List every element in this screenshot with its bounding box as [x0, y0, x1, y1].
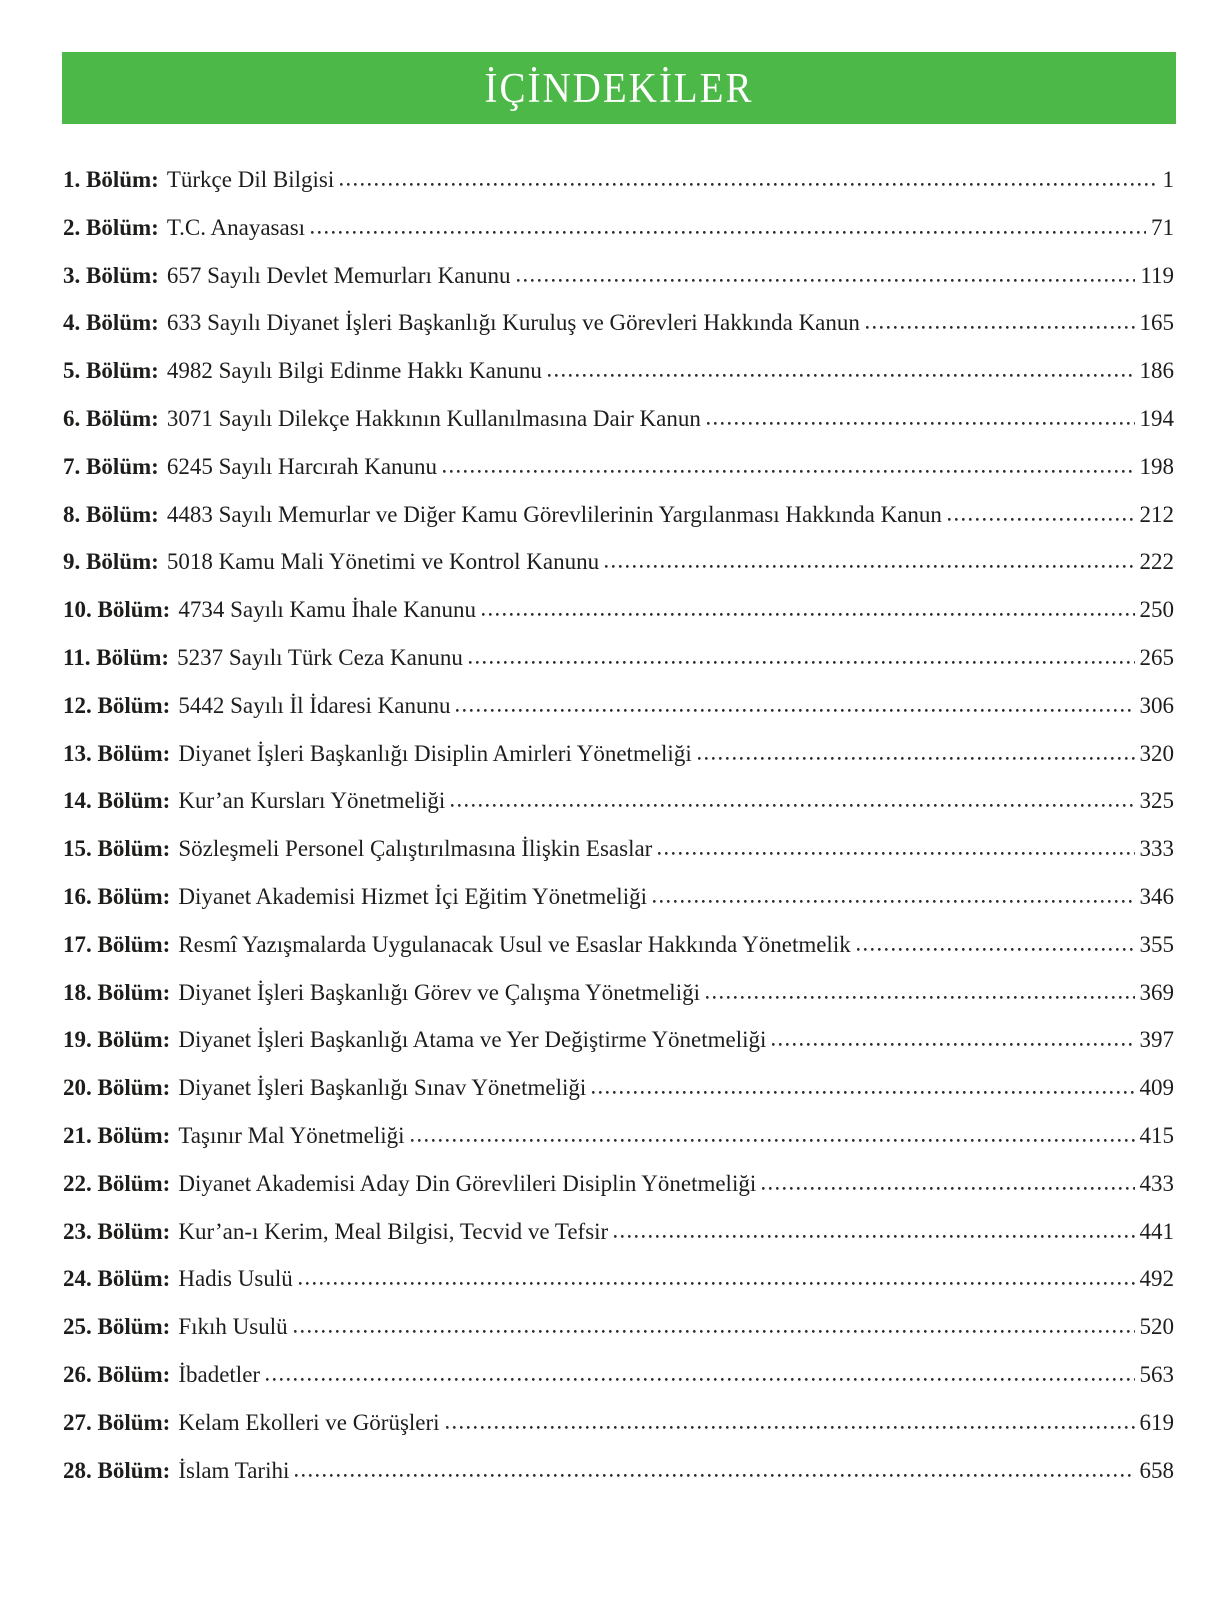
- toc-entry-number: 3. Bölüm:: [63, 262, 159, 288]
- toc-entry-label: [63, 1170, 756, 1197]
- toc-entry-number: 13. Bölüm:: [63, 740, 171, 766]
- toc-page-number: 198: [1139, 453, 1174, 479]
- toc-entry-title: T.C. Anayasası: [166, 214, 306, 240]
- toc-entry-number: 1. Bölüm:: [63, 167, 159, 192]
- toc-entry: [63, 787, 1174, 814]
- toc-entry-title: 5018 Kamu Mali Yönetimi ve Kontrol Kanunu: [166, 549, 600, 575]
- toc-leader-dots: [614, 1234, 1134, 1239]
- toc-entry-number: 8. Bölüm:: [63, 501, 159, 527]
- toc-entry-title: Diyanet Akademisi Hizmet İçi Eğitim Yönetmeliği: [178, 883, 647, 909]
- toc-entry: [63, 883, 1174, 910]
- toc-entry-number: 20. Bölüm:: [63, 1075, 171, 1101]
- toc-entry-number: 23. Bölüm:: [63, 1218, 171, 1244]
- toc-entry: [63, 166, 1174, 193]
- toc-entry-label: [63, 883, 647, 910]
- toc-page-number: 306: [1139, 692, 1174, 718]
- toc-entry-label: [63, 309, 860, 336]
- toc-entry-number: 19. Bölüm:: [63, 1027, 171, 1053]
- toc-entry-number: 9. Bölüm:: [63, 549, 159, 575]
- toc-page-number: 119: [1140, 262, 1174, 288]
- toc-entry-number: 21. Bölüm:: [63, 1122, 171, 1148]
- toc-entry: [63, 692, 1174, 719]
- toc-entry: [63, 1361, 1174, 1388]
- toc-entry-title: Resmî Yazışmalarda Uygulanacak Usul ve Esaslar Hakkında Yönetmelik: [178, 931, 851, 957]
- toc-entry-number: 28. Bölüm:: [63, 1457, 171, 1483]
- toc-list: [63, 124, 1174, 1484]
- toc-entry: [63, 1457, 1174, 1484]
- toc-entry-label: [63, 644, 463, 671]
- toc-page-number: 409: [1139, 1075, 1174, 1101]
- toc-entry-number: 18. Bölüm:: [63, 979, 171, 1005]
- toc-entry-title: 657 Sayılı Devlet Memurları Kanunu: [166, 262, 511, 288]
- toc-entry-label: [63, 740, 692, 767]
- toc-page-number: 186: [1139, 358, 1174, 384]
- toc-page-number: 325: [1139, 788, 1174, 814]
- toc-entry-title: Hadis Usulü: [178, 1266, 293, 1292]
- toc-entry: [63, 309, 1174, 336]
- toc-entry-title: İbadetler: [178, 1361, 261, 1387]
- toc-entry: [63, 405, 1174, 432]
- toc-leader-dots: [299, 1281, 1135, 1286]
- toc-page-number: 212: [1139, 501, 1174, 527]
- toc-page-number: 320: [1139, 740, 1174, 766]
- toc-page-number: 415: [1139, 1122, 1174, 1148]
- toc-entry-label: [63, 1409, 440, 1436]
- toc-entry-title: 4483 Sayılı Memurlar ve Diğer Kamu Görevlilerinin Yargılanması Hakkında Kanun: [166, 501, 942, 527]
- toc-page-number: 355: [1139, 931, 1174, 957]
- toc-entry-title: Diyanet İşleri Başkanlığı Görev ve Çalışma Yönetmeliği: [178, 979, 700, 1005]
- toc-leader-dots: [340, 182, 1157, 187]
- toc-entry: [63, 453, 1174, 480]
- toc-entry: [63, 548, 1174, 575]
- toc-entry: [63, 1409, 1174, 1436]
- toc-leader-dots: [451, 803, 1134, 808]
- toc-entry-title: Kur’an-ı Kerim, Meal Bilgisi, Tecvid ve Tefsir: [178, 1218, 609, 1244]
- toc-entry-label: [63, 1361, 260, 1388]
- toc-entry-label: [63, 453, 437, 480]
- toc-leader-dots: [948, 517, 1135, 522]
- toc-leader-dots: [266, 1377, 1134, 1382]
- toc-entry-label: [63, 979, 700, 1006]
- page-title: İÇİNDEKİLER: [484, 64, 754, 112]
- toc-entry-label: [63, 787, 445, 814]
- toc-page-number: 619: [1139, 1409, 1174, 1435]
- toc-entry-label: [63, 214, 305, 241]
- toc-entry-number: 2. Bölüm:: [63, 214, 159, 240]
- toc-leader-dots: [446, 1425, 1135, 1430]
- toc-page-number: 397: [1139, 1027, 1174, 1053]
- toc-entry-title: 5442 Sayılı İl İdaresi Kanunu: [178, 692, 451, 718]
- toc-entry-title: Diyanet İşleri Başkanlığı Atama ve Yer Değiştirme Yönetmeliği: [178, 1027, 767, 1053]
- toc-entry: [63, 835, 1174, 862]
- toc-leader-dots: [866, 325, 1135, 330]
- toc-entry: [63, 214, 1174, 241]
- toc-page-number: 333: [1139, 836, 1174, 862]
- toc-entry-label: [63, 1026, 766, 1053]
- toc-entry-number: 4. Bölüm:: [63, 310, 159, 336]
- toc-page-number: 433: [1139, 1170, 1174, 1196]
- toc-entry-number: 7. Bölüm:: [63, 453, 159, 479]
- toc-page-number: 165: [1139, 310, 1174, 336]
- toc-entry-title: İslam Tarihi: [178, 1457, 290, 1483]
- toc-leader-dots: [592, 1090, 1134, 1095]
- toc-entry: [63, 596, 1174, 623]
- toc-leader-dots: [294, 1329, 1135, 1334]
- toc-leader-dots: [707, 421, 1135, 426]
- toc-entry: [63, 1313, 1174, 1340]
- toc-page-number: 658: [1139, 1457, 1174, 1483]
- toc-entry-label: [63, 1457, 289, 1484]
- toc-entry: [63, 262, 1174, 289]
- toc-entry-title: 5237 Sayılı Türk Ceza Kanunu: [177, 644, 463, 670]
- toc-page-number: 369: [1139, 979, 1174, 1005]
- toc-entry: [63, 1122, 1174, 1149]
- toc-entry-label: [63, 931, 851, 958]
- toc-entry-number: 17. Bölüm:: [63, 931, 171, 957]
- toc-page-number: 222: [1139, 549, 1174, 575]
- toc-entry-title: Kelam Ekolleri ve Görüşleri: [178, 1409, 440, 1435]
- toc-entry-label: [63, 405, 701, 432]
- toc-entry-label: [63, 357, 542, 384]
- toc-leader-dots: [456, 708, 1134, 713]
- toc-entry-label: [63, 1313, 288, 1340]
- toc-leader-dots: [706, 995, 1135, 1000]
- toc-entry-number: 25. Bölüm:: [63, 1314, 171, 1340]
- toc-page-number: 441: [1139, 1218, 1174, 1244]
- toc-entry-label: [63, 262, 511, 289]
- toc-entry-title: Sözleşmeli Personel Çalıştırılmasına İlişkin Esaslar: [178, 836, 653, 862]
- toc-entry-title: Fıkıh Usulü: [178, 1314, 288, 1340]
- toc-entry-title: 4734 Sayılı Kamu İhale Kanunu: [178, 597, 477, 623]
- toc-entry-number: 16. Bölüm:: [63, 883, 171, 909]
- toc-entry: [63, 644, 1174, 671]
- toc-leader-dots: [857, 947, 1135, 952]
- toc-entry-number: 6. Bölüm:: [63, 405, 159, 431]
- toc-leader-dots: [605, 564, 1134, 569]
- toc-leader-dots: [653, 899, 1135, 904]
- toc-entry: [63, 1218, 1174, 1245]
- toc-page-number: 563: [1139, 1361, 1174, 1387]
- toc-entry-label: [63, 166, 334, 193]
- toc-leader-dots: [295, 1473, 1134, 1478]
- toc-entry-number: 24. Bölüm:: [63, 1266, 171, 1292]
- toc-leader-dots: [772, 1042, 1134, 1047]
- toc-page-number: 194: [1139, 405, 1174, 431]
- toc-entry: [63, 979, 1174, 1006]
- toc-leader-dots: [443, 469, 1134, 474]
- toc-entry-number: 15. Bölüm:: [63, 836, 171, 862]
- toc-entry-number: 5. Bölüm:: [63, 358, 159, 384]
- toc-page-number: 520: [1139, 1314, 1174, 1340]
- toc-entry-label: [63, 548, 599, 575]
- toc-leader-dots: [698, 756, 1135, 761]
- toc-entry: [63, 1265, 1174, 1292]
- toc-entry-number: 10. Bölüm:: [63, 597, 171, 623]
- toc-page-number: 492: [1139, 1266, 1174, 1292]
- toc-entry: [63, 931, 1174, 958]
- toc-entry-label: [63, 835, 652, 862]
- toc-entry-number: 12. Bölüm:: [63, 692, 171, 718]
- toc-page-number: 265: [1139, 644, 1174, 670]
- toc-entry: [63, 357, 1174, 384]
- toc-entry-label: [63, 596, 476, 623]
- toc-entry-title: Kur’an Kursları Yönetmeliği: [178, 788, 446, 814]
- toc-entry-label: [63, 1265, 293, 1292]
- toc-entry-label: [63, 692, 450, 719]
- toc-leader-dots: [658, 851, 1134, 856]
- toc-entry-title: Diyanet İşleri Başkanlığı Disiplin Amirleri Yönetmeliği: [178, 740, 692, 766]
- toc-entry-number: 22. Bölüm:: [63, 1170, 171, 1196]
- toc-entry-title: Diyanet Akademisi Aday Din Görevlileri Disiplin Yönetmeliği: [178, 1170, 757, 1196]
- toc-page-number: 250: [1139, 597, 1174, 623]
- toc-leader-dots: [517, 278, 1136, 283]
- toc-entry: [63, 501, 1174, 528]
- toc-entry: [63, 740, 1174, 767]
- toc-entry-title: 4982 Sayılı Bilgi Edinme Hakkı Kanunu: [166, 358, 542, 384]
- toc-leader-dots: [548, 373, 1135, 378]
- toc-entry-title: 6245 Sayılı Harcırah Kanunu: [166, 453, 438, 479]
- toc-entry: [63, 1026, 1174, 1053]
- toc-entry-title: Türkçe Dil Bilgisi: [166, 167, 335, 192]
- toc-leader-dots: [311, 230, 1146, 235]
- toc-leader-dots: [482, 612, 1134, 617]
- toc-entry: [63, 1170, 1174, 1197]
- toc-entry-label: [63, 1074, 586, 1101]
- toc-page-number: 346: [1139, 883, 1174, 909]
- toc-entry: [63, 1074, 1174, 1101]
- toc-entry-title: Taşınır Mal Yönetmeliği: [178, 1122, 405, 1148]
- toc-entry-number: 11. Bölüm:: [63, 644, 170, 670]
- toc-leader-dots: [762, 1186, 1134, 1191]
- toc-entry-label: [63, 1218, 608, 1245]
- toc-entry-label: [63, 501, 942, 528]
- toc-page-number: 71: [1151, 214, 1174, 240]
- toc-entry-number: 26. Bölüm:: [63, 1361, 171, 1387]
- toc-entry-number: 14. Bölüm:: [63, 788, 171, 814]
- toc-leader-dots: [411, 1138, 1135, 1143]
- toc-entry-title: Diyanet İşleri Başkanlığı Sınav Yönetmeliği: [178, 1075, 587, 1101]
- toc-entry-number: 27. Bölüm:: [63, 1409, 171, 1435]
- toc-banner: [62, 52, 1176, 124]
- toc-page-number: 1: [1162, 167, 1174, 192]
- toc-leader-dots: [469, 660, 1135, 665]
- toc-entry-title: 3071 Sayılı Dilekçe Hakkının Kullanılmasına Dair Kanun: [166, 405, 701, 431]
- toc-entry-title: 633 Sayılı Diyanet İşleri Başkanlığı Kuruluş ve Görevleri Hakkında Kanun: [166, 310, 860, 336]
- toc-entry-label: [63, 1122, 405, 1149]
